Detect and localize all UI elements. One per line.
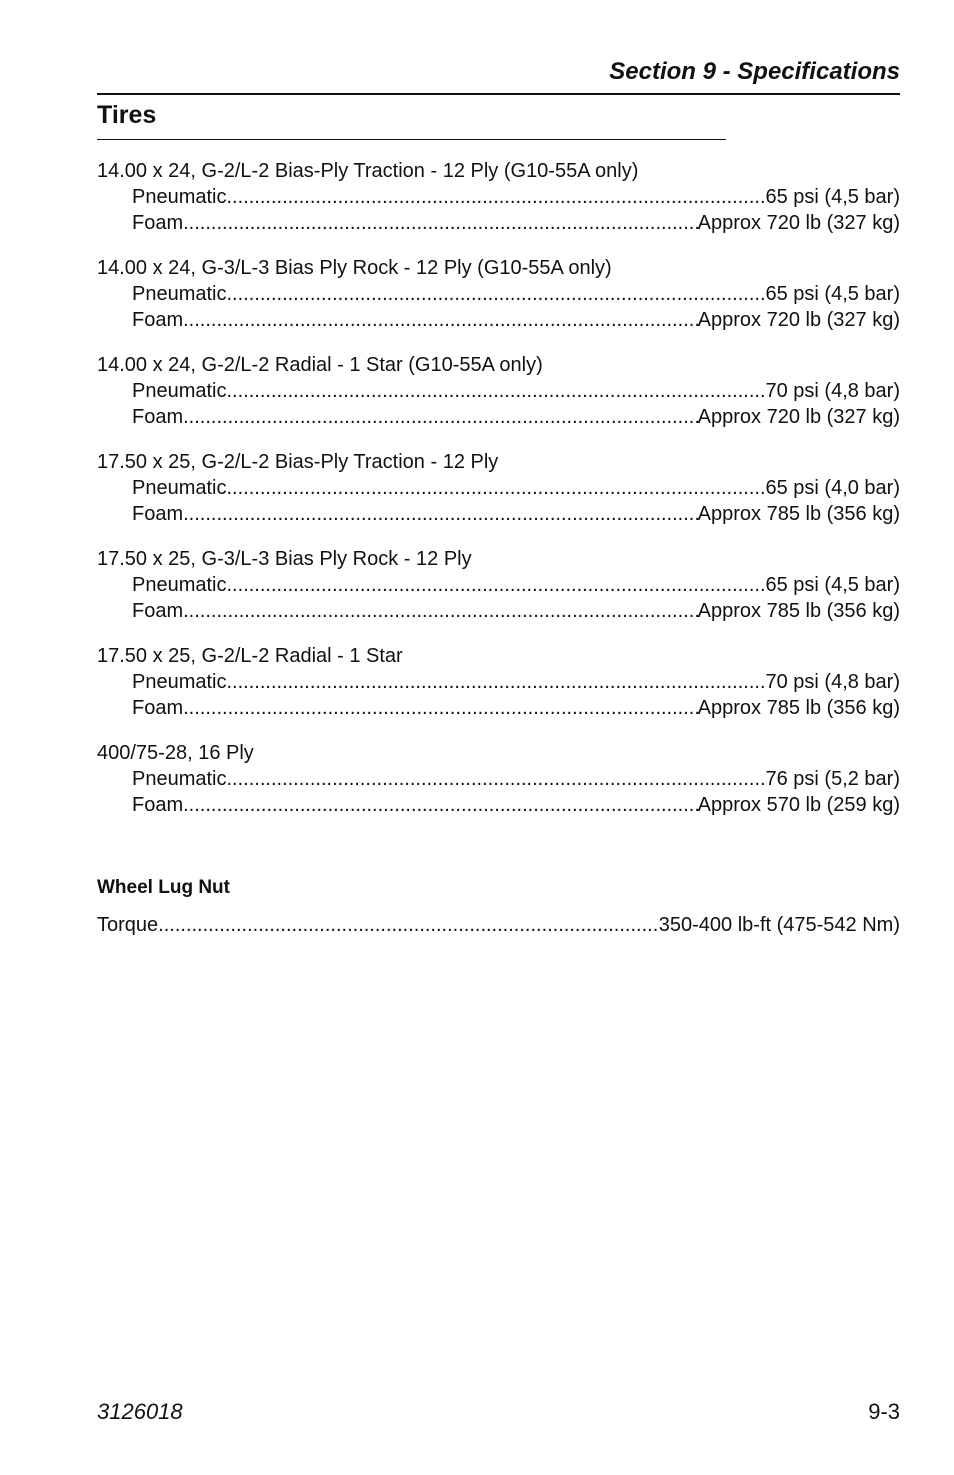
foam-value: Approx 720 lb (327 kg) <box>697 406 900 428</box>
dot-leader <box>227 669 766 695</box>
pneumatic-spec-row <box>97 669 900 695</box>
tire-size-name: 14.00 x 24, G-2/L-2 Bias-Ply Traction - 12 Ply (G10-55A only) <box>97 160 639 182</box>
pneumatic-label: Pneumatic <box>132 283 227 305</box>
pneumatic-label: Pneumatic <box>132 186 227 208</box>
tire-spec-list <box>97 158 900 837</box>
tire-size-name: 400/75-28, 16 Ply <box>97 742 254 764</box>
torque-value: 350-400 lb-ft (475-542 Nm) <box>658 914 900 936</box>
dot-leader <box>227 475 766 501</box>
section-title: Section 9 - Specifications <box>609 58 900 85</box>
tire-size-name: 14.00 x 24, G-2/L-2 Radial - 1 Star (G10-55A only) <box>97 354 543 376</box>
tire-size-name: 17.50 x 25, G-3/L-3 Bias Ply Rock - 12 Ply <box>97 548 472 570</box>
foam-value: Approx 785 lb (356 kg) <box>697 600 900 622</box>
dot-leader <box>227 184 766 210</box>
tire-size-name: 17.50 x 25, G-2/L-2 Bias-Ply Traction - 12 Ply <box>97 451 499 473</box>
dot-leader <box>227 766 766 792</box>
pneumatic-spec-row <box>97 184 900 210</box>
foam-label: Foam <box>132 406 184 428</box>
tire-spec-item <box>97 643 900 721</box>
header-rule <box>97 93 900 95</box>
pneumatic-label: Pneumatic <box>132 768 227 790</box>
foam-value: Approx 570 lb (259 kg) <box>697 794 900 816</box>
pneumatic-label: Pneumatic <box>132 380 227 402</box>
pneumatic-label: Pneumatic <box>132 574 227 596</box>
wheel-lug-nut-heading: Wheel Lug Nut <box>97 877 230 898</box>
foam-label: Foam <box>132 212 184 234</box>
dot-leader <box>158 912 659 938</box>
foam-value: Approx 720 lb (327 kg) <box>697 212 900 234</box>
tire-spec-item <box>97 158 900 236</box>
pneumatic-value: 65 psi (4,5 bar) <box>765 283 900 305</box>
pneumatic-label: Pneumatic <box>132 477 227 499</box>
tire-spec-item <box>97 449 900 527</box>
foam-spec-row <box>97 598 900 624</box>
foam-spec-row <box>97 404 900 430</box>
dot-leader <box>183 210 698 236</box>
tire-spec-item <box>97 740 900 818</box>
pneumatic-value: 65 psi (4,5 bar) <box>765 186 900 208</box>
dot-leader <box>183 501 698 527</box>
pneumatic-value: 65 psi (4,5 bar) <box>765 574 900 596</box>
torque-label: Torque <box>97 914 159 936</box>
pneumatic-value: 65 psi (4,0 bar) <box>765 477 900 499</box>
tire-size-name: 14.00 x 24, G-3/L-3 Bias Ply Rock - 12 Ply (G10-55A only) <box>97 257 612 279</box>
foam-spec-row <box>97 501 900 527</box>
torque-spec-row <box>97 912 900 938</box>
foam-spec-row <box>97 210 900 236</box>
foam-value: Approx 785 lb (356 kg) <box>697 697 900 719</box>
pneumatic-spec-row <box>97 475 900 501</box>
tire-size-name: 17.50 x 25, G-2/L-2 Radial - 1 Star <box>97 645 403 667</box>
foam-value: Approx 785 lb (356 kg) <box>697 503 900 525</box>
foam-label: Foam <box>132 794 184 816</box>
document-number: 3126018 <box>97 1399 183 1424</box>
dot-leader <box>183 598 698 624</box>
foam-label: Foam <box>132 697 184 719</box>
tire-spec-item <box>97 255 900 333</box>
foam-value: Approx 720 lb (327 kg) <box>697 309 900 331</box>
pneumatic-spec-row <box>97 378 900 404</box>
foam-label: Foam <box>132 600 184 622</box>
dot-leader <box>183 695 698 721</box>
dot-leader <box>183 404 698 430</box>
dot-leader <box>183 307 698 333</box>
tires-heading: Tires <box>97 101 157 129</box>
dot-leader <box>183 792 698 818</box>
dot-leader <box>227 378 766 404</box>
pneumatic-label: Pneumatic <box>132 671 227 693</box>
pneumatic-spec-row <box>97 281 900 307</box>
foam-label: Foam <box>132 309 184 331</box>
foam-spec-row <box>97 695 900 721</box>
pneumatic-spec-row <box>97 572 900 598</box>
tires-heading-rule <box>97 139 726 140</box>
tire-spec-item <box>97 352 900 430</box>
foam-spec-row <box>97 307 900 333</box>
pneumatic-value: 70 psi (4,8 bar) <box>765 380 900 402</box>
dot-leader <box>227 281 766 307</box>
foam-spec-row <box>97 792 900 818</box>
page-number: 9-3 <box>868 1399 900 1424</box>
tire-spec-item <box>97 546 900 624</box>
pneumatic-value: 76 psi (5,2 bar) <box>765 768 900 790</box>
pneumatic-value: 70 psi (4,8 bar) <box>765 671 900 693</box>
dot-leader <box>227 572 766 598</box>
foam-label: Foam <box>132 503 184 525</box>
pneumatic-spec-row <box>97 766 900 792</box>
